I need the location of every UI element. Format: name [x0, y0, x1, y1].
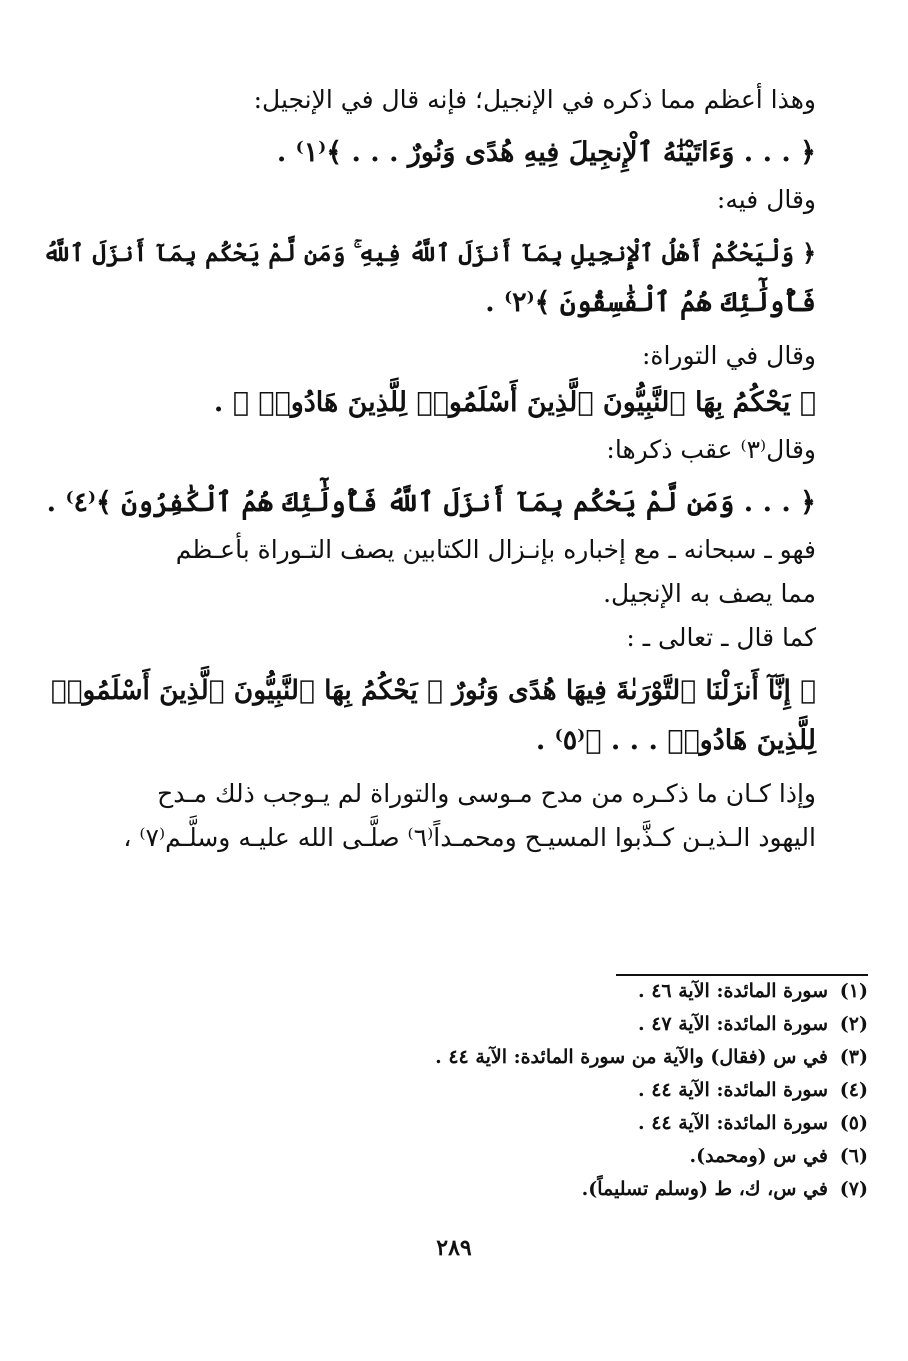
footnote	[68, 1107, 868, 1140]
paragraph-line: وهذا أعظم مما ذكره في الإنجيل؛ فإنه قال في الإنجيل:	[253, 85, 816, 114]
footnote-text: سورة المائدة: الآية ٤٤ .	[637, 1079, 828, 1101]
footnote-number: (٣)	[839, 1046, 868, 1068]
paragraph-line: وقال فيه:	[716, 185, 816, 214]
footnote-number: (٥)	[839, 1112, 868, 1134]
page-number: ٢٨٩	[436, 1235, 472, 1261]
footnote	[68, 1074, 868, 1107]
footnote-text: سورة المائدة: الآية ٤٦ .	[637, 980, 828, 1002]
footnote	[68, 1008, 868, 1041]
quran-verse: لِلَّذِينَ هَادُوا۟ . . . ﴾⁽٥⁾ .	[535, 725, 816, 756]
footnote-text: في س، ك، ط (وسلم تسليماً).	[581, 1178, 828, 1200]
quran-verse: ﴿ وَلْيَحْكُمْ أَهْلُ ٱلْإِنجِيلِ بِمَآ أَنزَلَ ٱللَّهُ فِيهِ ۚ وَمَن لَّمْ يَحْكُم بِمَآ أَنزَلَ ٱللَّهُ	[42, 239, 816, 267]
footnote-number: (١)	[839, 980, 868, 1002]
paragraph-line: فهو ـ سبحانه ـ مع إخباره بإنـزال الكتابين يصف التـوراة بأعـظم	[175, 535, 816, 564]
quran-verse: ﴿ يَحْكُمُ بِهَا ٱلنَّبِيُّونَ ٱلَّذِينَ أَسْلَمُوا۟ لِلَّذِينَ هَادُوا۟ ﴾ .	[213, 387, 816, 418]
footnote-number: (٧)	[839, 1178, 868, 1200]
paragraph-line: وإذا كـان ما ذكـره من مدح مـوسى والتوراة لم يـوجب ذلك مـدح	[157, 779, 816, 808]
footnote-number: (٤)	[839, 1079, 868, 1101]
quran-verse: فَأُولَٰٓئِكَ هُمُ ٱلْفَٰسِقُونَ ﴾⁽٢⁾ .	[485, 287, 816, 318]
footnotes	[68, 975, 868, 1206]
footnote	[68, 1140, 868, 1173]
footnote	[68, 1173, 868, 1206]
footnote-number: (٦)	[839, 1145, 868, 1167]
footnote-text: في س (ومحمد).	[689, 1145, 828, 1167]
footnote-text: في س (فقال) والآية من سورة المائدة: الآية ٤٤ .	[435, 1046, 828, 1068]
footnote-text: سورة المائدة: الآية ٤٤ .	[637, 1112, 828, 1134]
footnote-text: سورة المائدة: الآية ٤٧ .	[637, 1013, 828, 1035]
paragraph-line: مما يصف به الإنجيل.	[603, 579, 816, 608]
quran-verse: ﴿ . . . وَءَاتَيْنَٰهُ ٱلْإِنجِيلَ فِيهِ هُدًى وَنُورٌ . . . ﴾⁽١⁾ .	[276, 137, 816, 168]
footnote-number: (٢)	[839, 1013, 868, 1035]
footnote	[68, 975, 868, 1008]
paragraph-line: وقال⁽٣⁾ عقب ذكرها:	[606, 435, 816, 464]
footnote	[68, 1041, 868, 1074]
paragraph-line: كما قال ـ تعالى ـ :	[626, 623, 816, 652]
quran-verse: ﴿ إِنَّآ أَنزَلْنَا ٱلتَّوْرَىٰةَ فِيهَا هُدًى وَنُورٌ ۚ يَحْكُمُ بِهَا ٱلنَّبِيُّونَ ٱلَّذِينَ أَسْلَمُوا۟	[50, 675, 816, 706]
quran-verse: ﴿ . . . وَمَن لَّمْ يَحْكُم بِمَآ أَنزَلَ ٱللَّهُ فَأُولَٰٓئِكَ هُمُ ٱلْكَٰفِرُونَ ﴾⁽٤⁾ .	[46, 487, 816, 518]
paragraph-line: اليهود الـذيـن كـذَّبوا المسيـح ومحمـداً⁽٦⁾ صلَّـى الله عليـه وسلَّـم⁽٧⁾ ،	[123, 823, 816, 852]
paragraph-line: وقال في التوراة:	[641, 341, 816, 370]
